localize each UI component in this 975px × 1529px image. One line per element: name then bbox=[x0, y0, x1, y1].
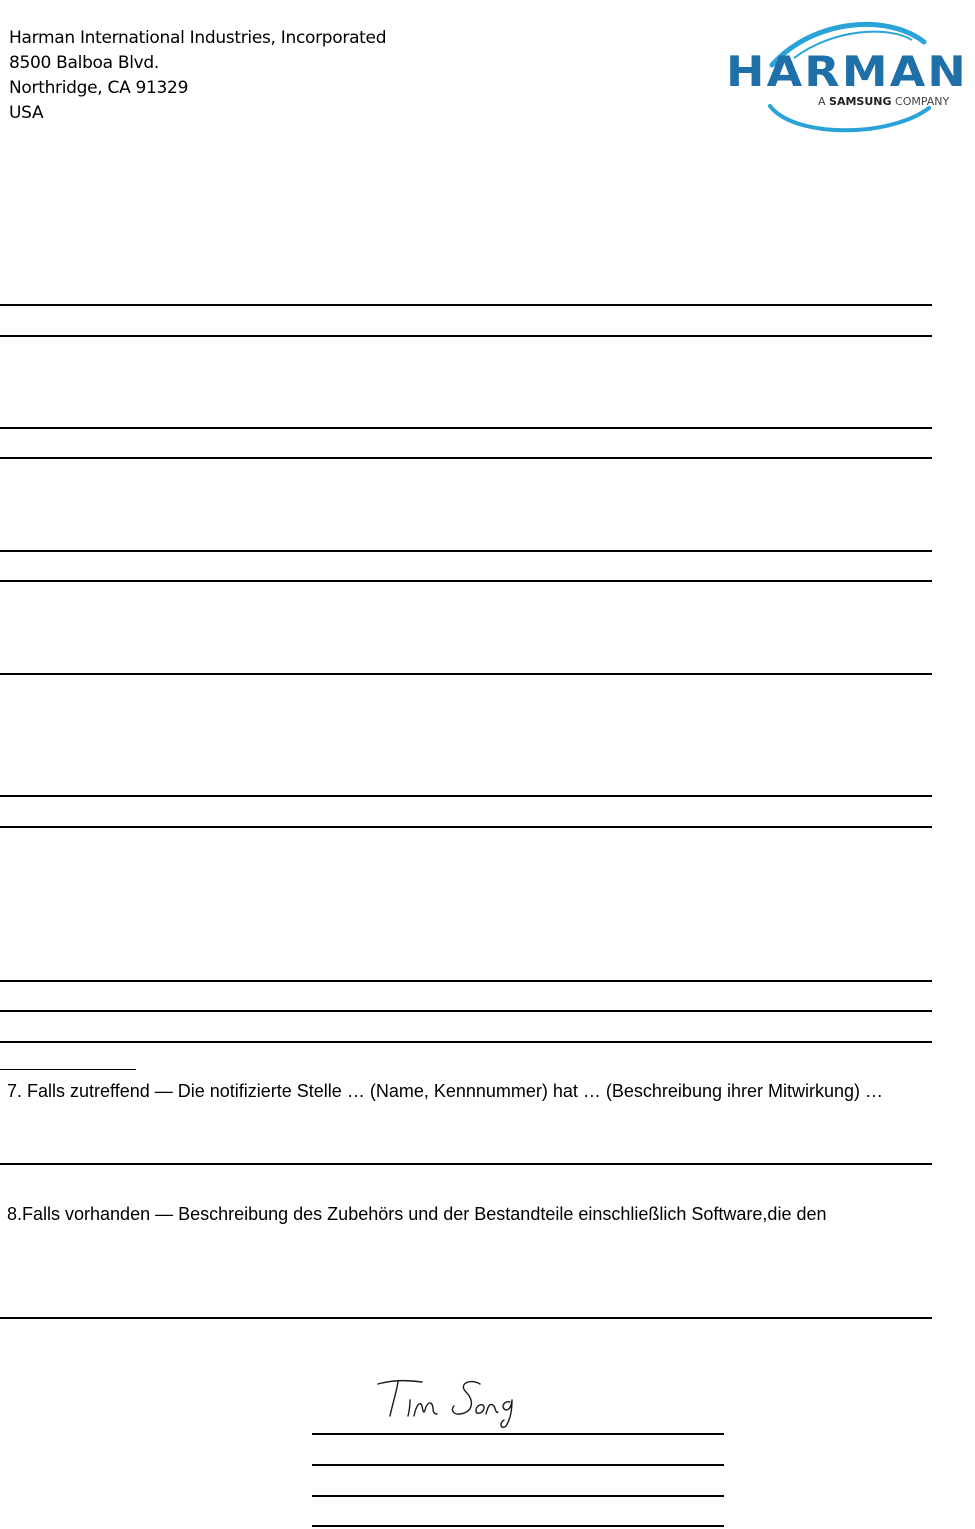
form-rule bbox=[0, 826, 932, 828]
footnote-8: 8.Falls vorhanden — Beschreibung des Zubehörs und der Bestandteile einschließlich Software,die den bbox=[7, 1204, 827, 1224]
signature-rule bbox=[312, 1464, 724, 1466]
footnote-7: 7. Falls zutreffend — Die notifizierte Stelle … (Name, Kennnummer) hat … (Beschreibung ihrer Mitwirkung) … bbox=[7, 1081, 883, 1101]
logo-tagline bbox=[818, 95, 950, 108]
address-country: USA bbox=[9, 103, 44, 123]
harman-logo bbox=[724, 20, 974, 140]
form-rule bbox=[0, 980, 932, 982]
address-street: 8500 Balboa Blvd. bbox=[9, 53, 160, 73]
form-rule bbox=[0, 795, 932, 797]
logo-tagline-brand: SAMSUNG bbox=[829, 95, 892, 108]
form-rule bbox=[0, 335, 932, 337]
logo-swoosh-bottom bbox=[770, 106, 929, 130]
form-rule bbox=[0, 1041, 932, 1043]
signature-rule bbox=[312, 1495, 724, 1497]
logo-tagline-suffix: COMPANY bbox=[895, 95, 950, 108]
signature-rule bbox=[312, 1433, 724, 1435]
address-city: Northridge, CA 91329 bbox=[9, 78, 189, 98]
logo-wordmark: HARMAN bbox=[726, 47, 968, 96]
form-rule bbox=[0, 1010, 932, 1012]
form-rule bbox=[0, 580, 932, 582]
form-rule bbox=[0, 673, 932, 675]
logo-tagline-prefix: A bbox=[818, 95, 826, 108]
signature-rule bbox=[312, 1525, 724, 1527]
form-rule bbox=[0, 1317, 932, 1319]
form-rule bbox=[0, 457, 932, 459]
form-rule bbox=[0, 1163, 932, 1165]
form-rule bbox=[0, 427, 932, 429]
signature bbox=[370, 1370, 530, 1435]
form-rule bbox=[0, 304, 932, 306]
address-company-name: Harman International Industries, Incorporated bbox=[9, 28, 387, 48]
footnote-separator bbox=[0, 1069, 136, 1070]
form-rule bbox=[0, 550, 932, 552]
company-address bbox=[9, 26, 386, 126]
